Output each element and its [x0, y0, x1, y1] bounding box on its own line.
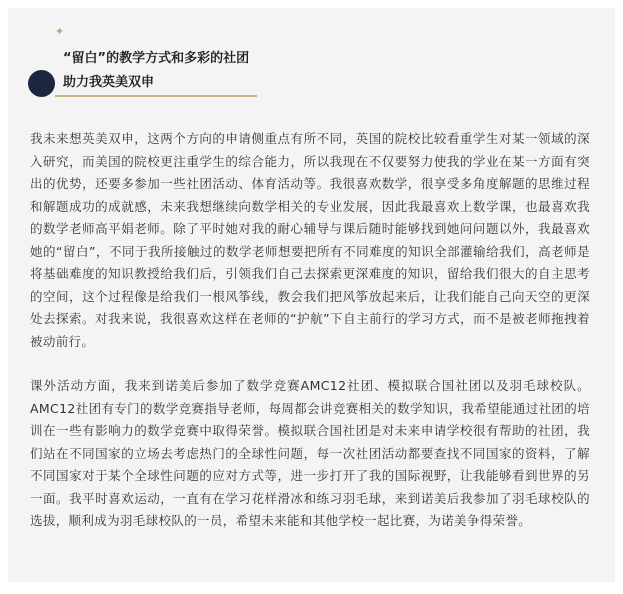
title-line-1: “留白”的教学方式和多彩的社团 — [63, 51, 250, 66]
title-line-2: 助力我英美双申 — [63, 75, 155, 90]
section-title — [63, 47, 249, 95]
paragraph-1: 我未来想英美双申，这两个方向的申请侧重点有所不同，英国的院校比较看重学生对某一领域的深入研究，而美国的院校更注重学生的综合能力，所以我现在不仅要努力使我的学业在某一方面有突出的优势，还要多参加一些社团活动、体育活动等。我很喜欢数学，很享受多角度解题的思维过程和解题成功的成就感，未来我想继续向数学相关的专业发展，因此我最喜欢上数学课，也最喜欢我的数学老师高平娟老师。除了平时她对我的耐心辅导与课后随时能够找到她问问题以外，我最喜欢她的“留白”，不同于我所接触过的数学老师想要把所有不同难度的知识全部灌输给我们，高老师是将基础难度的知识教授给我们后，引领我们自己去探索更深难度的知识，留给我们很大的自主思考的空间，这个过程像是给我们一根风筝线，教会我们把风筝放起来后，让我们能自己向天空的更深处去探索。对我来说，我很喜欢这样在老师的“护航”下自主前行的学习方式，而不是被老师拖拽着被动前行。 — [30, 131, 590, 349]
sparkle-icon: ✦ — [55, 25, 65, 38]
article-body — [30, 128, 590, 533]
paragraph-2: 课外活动方面，我来到诺美后参加了数学竞赛AMC12社团、模拟联合国社团以及羽毛球校队。AMC12社团有专门的数学竞赛指导老师，每周都会讲竞赛相关的数学知识，我希望能通过社团的培训在一些有影响力的数学竞赛中取得荣誉。模拟联合国社团是对未来申请学校很有帮助的社团，我们站在不同国家的立场去考虑热门的全球性问题，每一次社团活动都要查找不同国家的资料，了解不同国家对于某个全球性问题的应对方式等，进一步打开了我的国际视野，让我能够看到世界的另一面。我平时喜欢运动，一直有在学习花样滑冰和练习羽毛球，来到诺美后我参加了羽毛球校队的选拔，顺利成为羽毛球校队的一员，希望未来能和其他学校一起比赛，为诺美争得荣誉。 — [30, 378, 590, 528]
title-underline — [55, 95, 257, 97]
decorative-circle — [28, 70, 55, 97]
